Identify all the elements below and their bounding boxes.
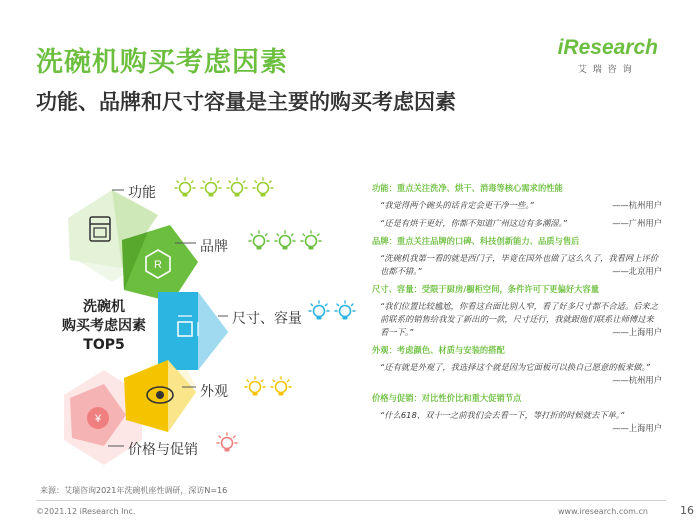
quote-source: ——上海用户	[612, 423, 662, 433]
quote-text	[380, 252, 662, 278]
lightbulb-icon	[216, 432, 238, 454]
quote-source: ——杭州用户	[612, 200, 662, 210]
quote-heading: 价格与促销：对比性价比和重大促销节点	[372, 393, 522, 403]
quote-body: “还有就是外观了，我选择这个就是因为它面板可以换自己愿意的板来做。”	[380, 362, 650, 372]
quote-body: “什么618、双十一之前我们会去看一下，等打折的时候就去下单。”	[380, 410, 625, 420]
svg-text:R: R	[154, 259, 162, 271]
quote-heading: 尺寸、容量：受限于厨房/橱柜空间，条件许可下更偏好大容量	[372, 284, 600, 294]
center-label-line1: 洗碗机	[83, 299, 125, 315]
quote-list	[372, 181, 662, 440]
factor-size-pointer	[198, 292, 228, 370]
lightbulb-icon	[174, 177, 196, 199]
bulb-rating-price	[216, 432, 238, 454]
quote-source: ——北京用户	[612, 266, 662, 276]
lightbulb-icon	[248, 230, 270, 252]
factor-label-brand: 品牌	[200, 239, 228, 255]
bulb-rating-look	[244, 376, 292, 398]
source-note: 来源：艾瑞咨询2021年洗碗机座性调研，深访N=16	[40, 486, 228, 495]
center-label-line3: TOP5	[83, 337, 125, 353]
lightbulb-icon	[334, 300, 356, 322]
quote-heading: 功能：重点关注洗净、烘干、消毒等核心需求的性能	[372, 183, 563, 193]
page-subtitle: 功能、品牌和尺寸容量是主要的购买考虑因素	[36, 90, 456, 114]
quote-source: ——上海用户	[612, 327, 662, 337]
lightbulb-icon	[226, 177, 248, 199]
quote-body: “我们位置比较尴尬，你看这台面比别人窄，看了好多尺寸都不合适。后来之前联系的销售给我发了新出的一款，尺寸还行，我就跟他们联系让师傅过来看一下。”	[380, 301, 659, 337]
quote-body: “我觉得两个碗头的话肯定会更干净一些。”	[380, 200, 534, 210]
factor-label-size: 尺寸、容量	[232, 311, 302, 327]
lightbulb-icon	[308, 300, 330, 322]
center-label-line2: 购买考虑因素	[62, 318, 146, 334]
quote-body: “还是有烘干更好，你都不知道广州这边有多潮湿。”	[380, 218, 567, 228]
quote-text	[380, 361, 662, 387]
factor-label-price: 价格与促销	[128, 442, 198, 458]
lightbulb-icon	[270, 376, 292, 398]
quote-source: ——广州用户	[612, 218, 662, 228]
footer-url: www.iresearch.com.cn	[558, 507, 648, 516]
quote-heading: 品牌：重点关注品牌的口碑、科技创新能力、品质与售后	[372, 236, 580, 246]
lightbulb-icon	[200, 177, 222, 199]
factor-label-look: 外观	[200, 384, 228, 400]
lightbulb-icon	[274, 230, 296, 252]
footer-divider	[36, 500, 666, 501]
quote-text	[380, 300, 662, 339]
bulb-rating-function	[174, 177, 274, 199]
bulb-rating-brand	[248, 230, 322, 252]
quote-body: “洗碗机我第一看的就是西门子，毕竟在国外也做了这么久了，我看网上评价也都不错。”	[380, 253, 659, 276]
page-number: 16	[680, 504, 694, 517]
logo-sub-text: 艾瑞咨询	[577, 65, 638, 75]
page-title: 洗碗机购买考虑因素	[36, 47, 288, 78]
copyright-text: ©2021.12 iResearch Inc.	[36, 507, 136, 516]
quote-text	[380, 409, 662, 435]
svg-text:¥: ¥	[94, 413, 102, 425]
diagram-center-label	[44, 298, 164, 355]
factor-label-function: 功能	[128, 185, 156, 201]
bulb-rating-size	[308, 300, 356, 322]
logo-main-text: iResearch	[557, 36, 658, 59]
yen-bag-icon	[87, 407, 109, 429]
lightbulb-icon	[300, 230, 322, 252]
lightbulb-icon	[244, 376, 266, 398]
quote-heading: 外观：考虑颜色、材质与安装的搭配	[372, 345, 505, 355]
quote-text	[380, 217, 662, 230]
quote-source: ——杭州用户	[612, 375, 662, 385]
lightbulb-icon	[252, 177, 274, 199]
quote-text	[380, 199, 662, 212]
